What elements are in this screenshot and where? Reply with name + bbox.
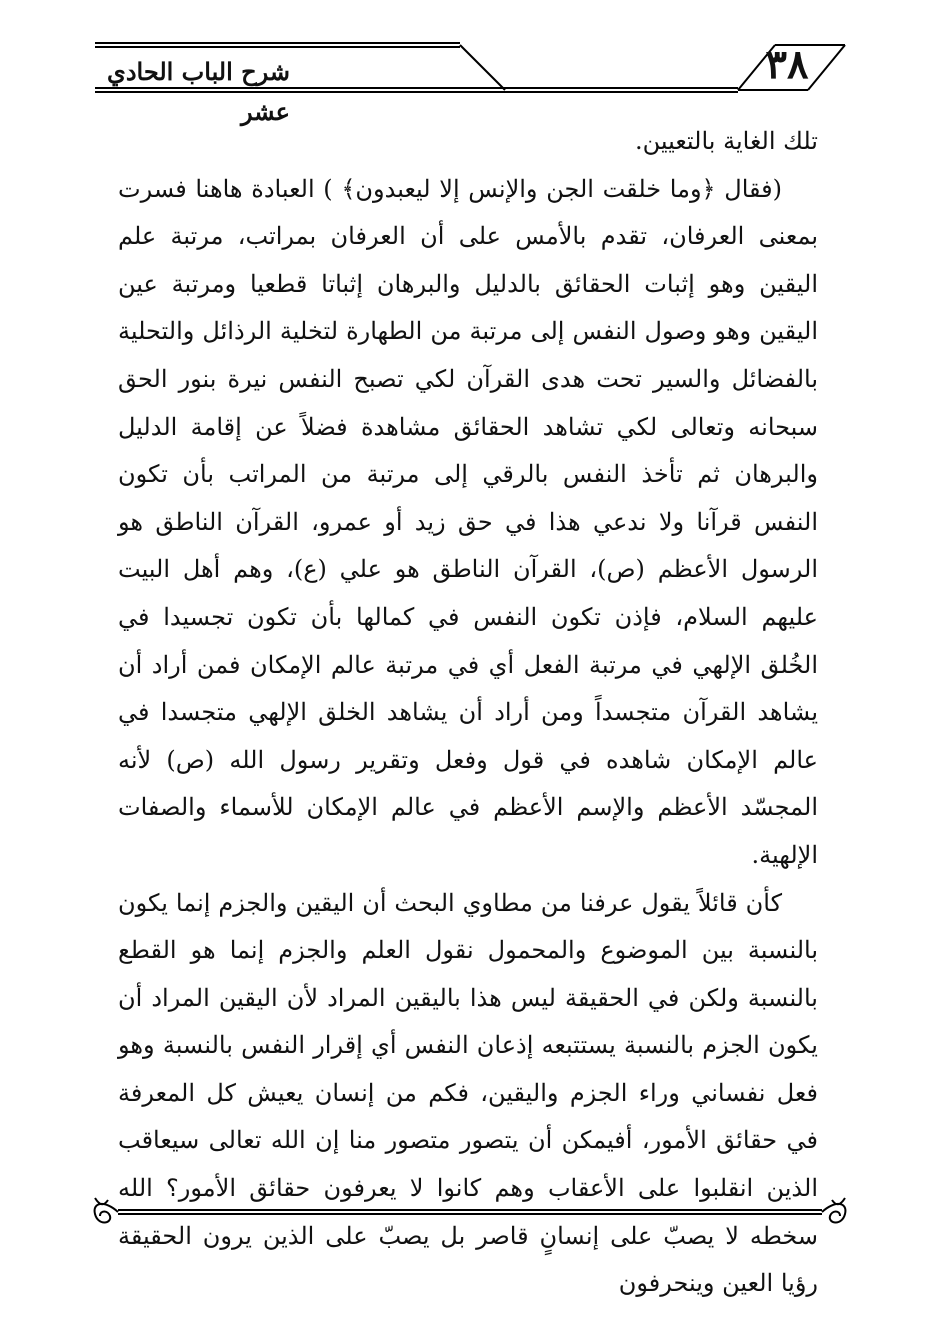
left-flourish-icon <box>95 1198 118 1223</box>
footer-ornament <box>0 1180 939 1240</box>
page-body <box>118 118 818 1298</box>
running-title: شرح الباب الحادي عشر <box>107 57 290 126</box>
page-number: ٣٨ <box>765 41 809 88</box>
right-flourish-icon <box>822 1198 845 1223</box>
paragraph: كأن قائلاً يقول عرفنا من مطاوي البحث أن اليقين والجزم إنما يكون بالنسبة بين الموضوع والمحمول نقول العلم والجزم إنما هو القطع بالنسبة ولكن في الحقيقة ليس هذا باليقين المراد لأن اليقين المراد أن يكون الجزم بالنسبة يستتبعه إذعان النفس أي إقرار النفس بالنسبة وهو فعل نفساني وراء الجزم واليقين، فكم من إنسان يعيش كل المعرفة في حقائق الأمور، أفيمكن أن يتصور متصور منا إن الله تعالى سيعاقب الذين انقلبوا على الأعقاب وهم كانوا لا يعرفون حقائق الأمور؟ الله سخطه لا يصبّ على إنسانٍ قاصر بل يصبّ على الذين يرون الحقيقة رؤيا العين وينحرفون <box>118 888 818 1298</box>
paragraph: تلك الغاية بالتعيين. <box>634 127 818 155</box>
paragraph: (فقال ﴿وما خلقت الجن والإنس إلا ليعبدون﴾ ) العبادة هاهنا فسرت بمعنى العرفان، تقدم بالأمس على أن العرفان بمراتب، مرتبة علم اليقين وهو إثبات الحقائق بالدليل والبرهان إثباتا قطعيا ومرتبة عين اليقين وهو وصول النفس إلى مرتبة من الطهارة لتخلية الرذائل والتحلية بالفضائل والسير تحت هدى القرآن لكي تصبح النفس نيرة بنور الحق سبحانه وتعالى لكي تشاهد الحقائق مشاهدة فضلاً عن إقامة الدليل والبرهان ثم تأخذ النفس بالرقي إلى مرتبة من المراتب بأن تكون النفس قرآنا ولا ندعي هذا في حق زيد أو عمرو، القرآن الناطق هو الرسول الأعظم (ص)، القرآن الناطق هو علي (ع)، وهم أهل البيت عليهم السلام، فإذن تكون النفس في كمالها بأن تكون تجسيدا في الخُلق الإلهي في مرتبة الفعل أي في مرتبة عالم الإمكان فمن أراد أن يشاهد القرآن متجسداً ومن أراد أن يشاهد الخلق الإلهي متجسدا في عالم الإمكان شاهده في قول وفعل وتقرير رسول الله (ص) لأنه المجسّد الأعظم والإسم الأعظم في عالم الإمكان للأسماء والصفات الإلهية. <box>118 174 818 869</box>
